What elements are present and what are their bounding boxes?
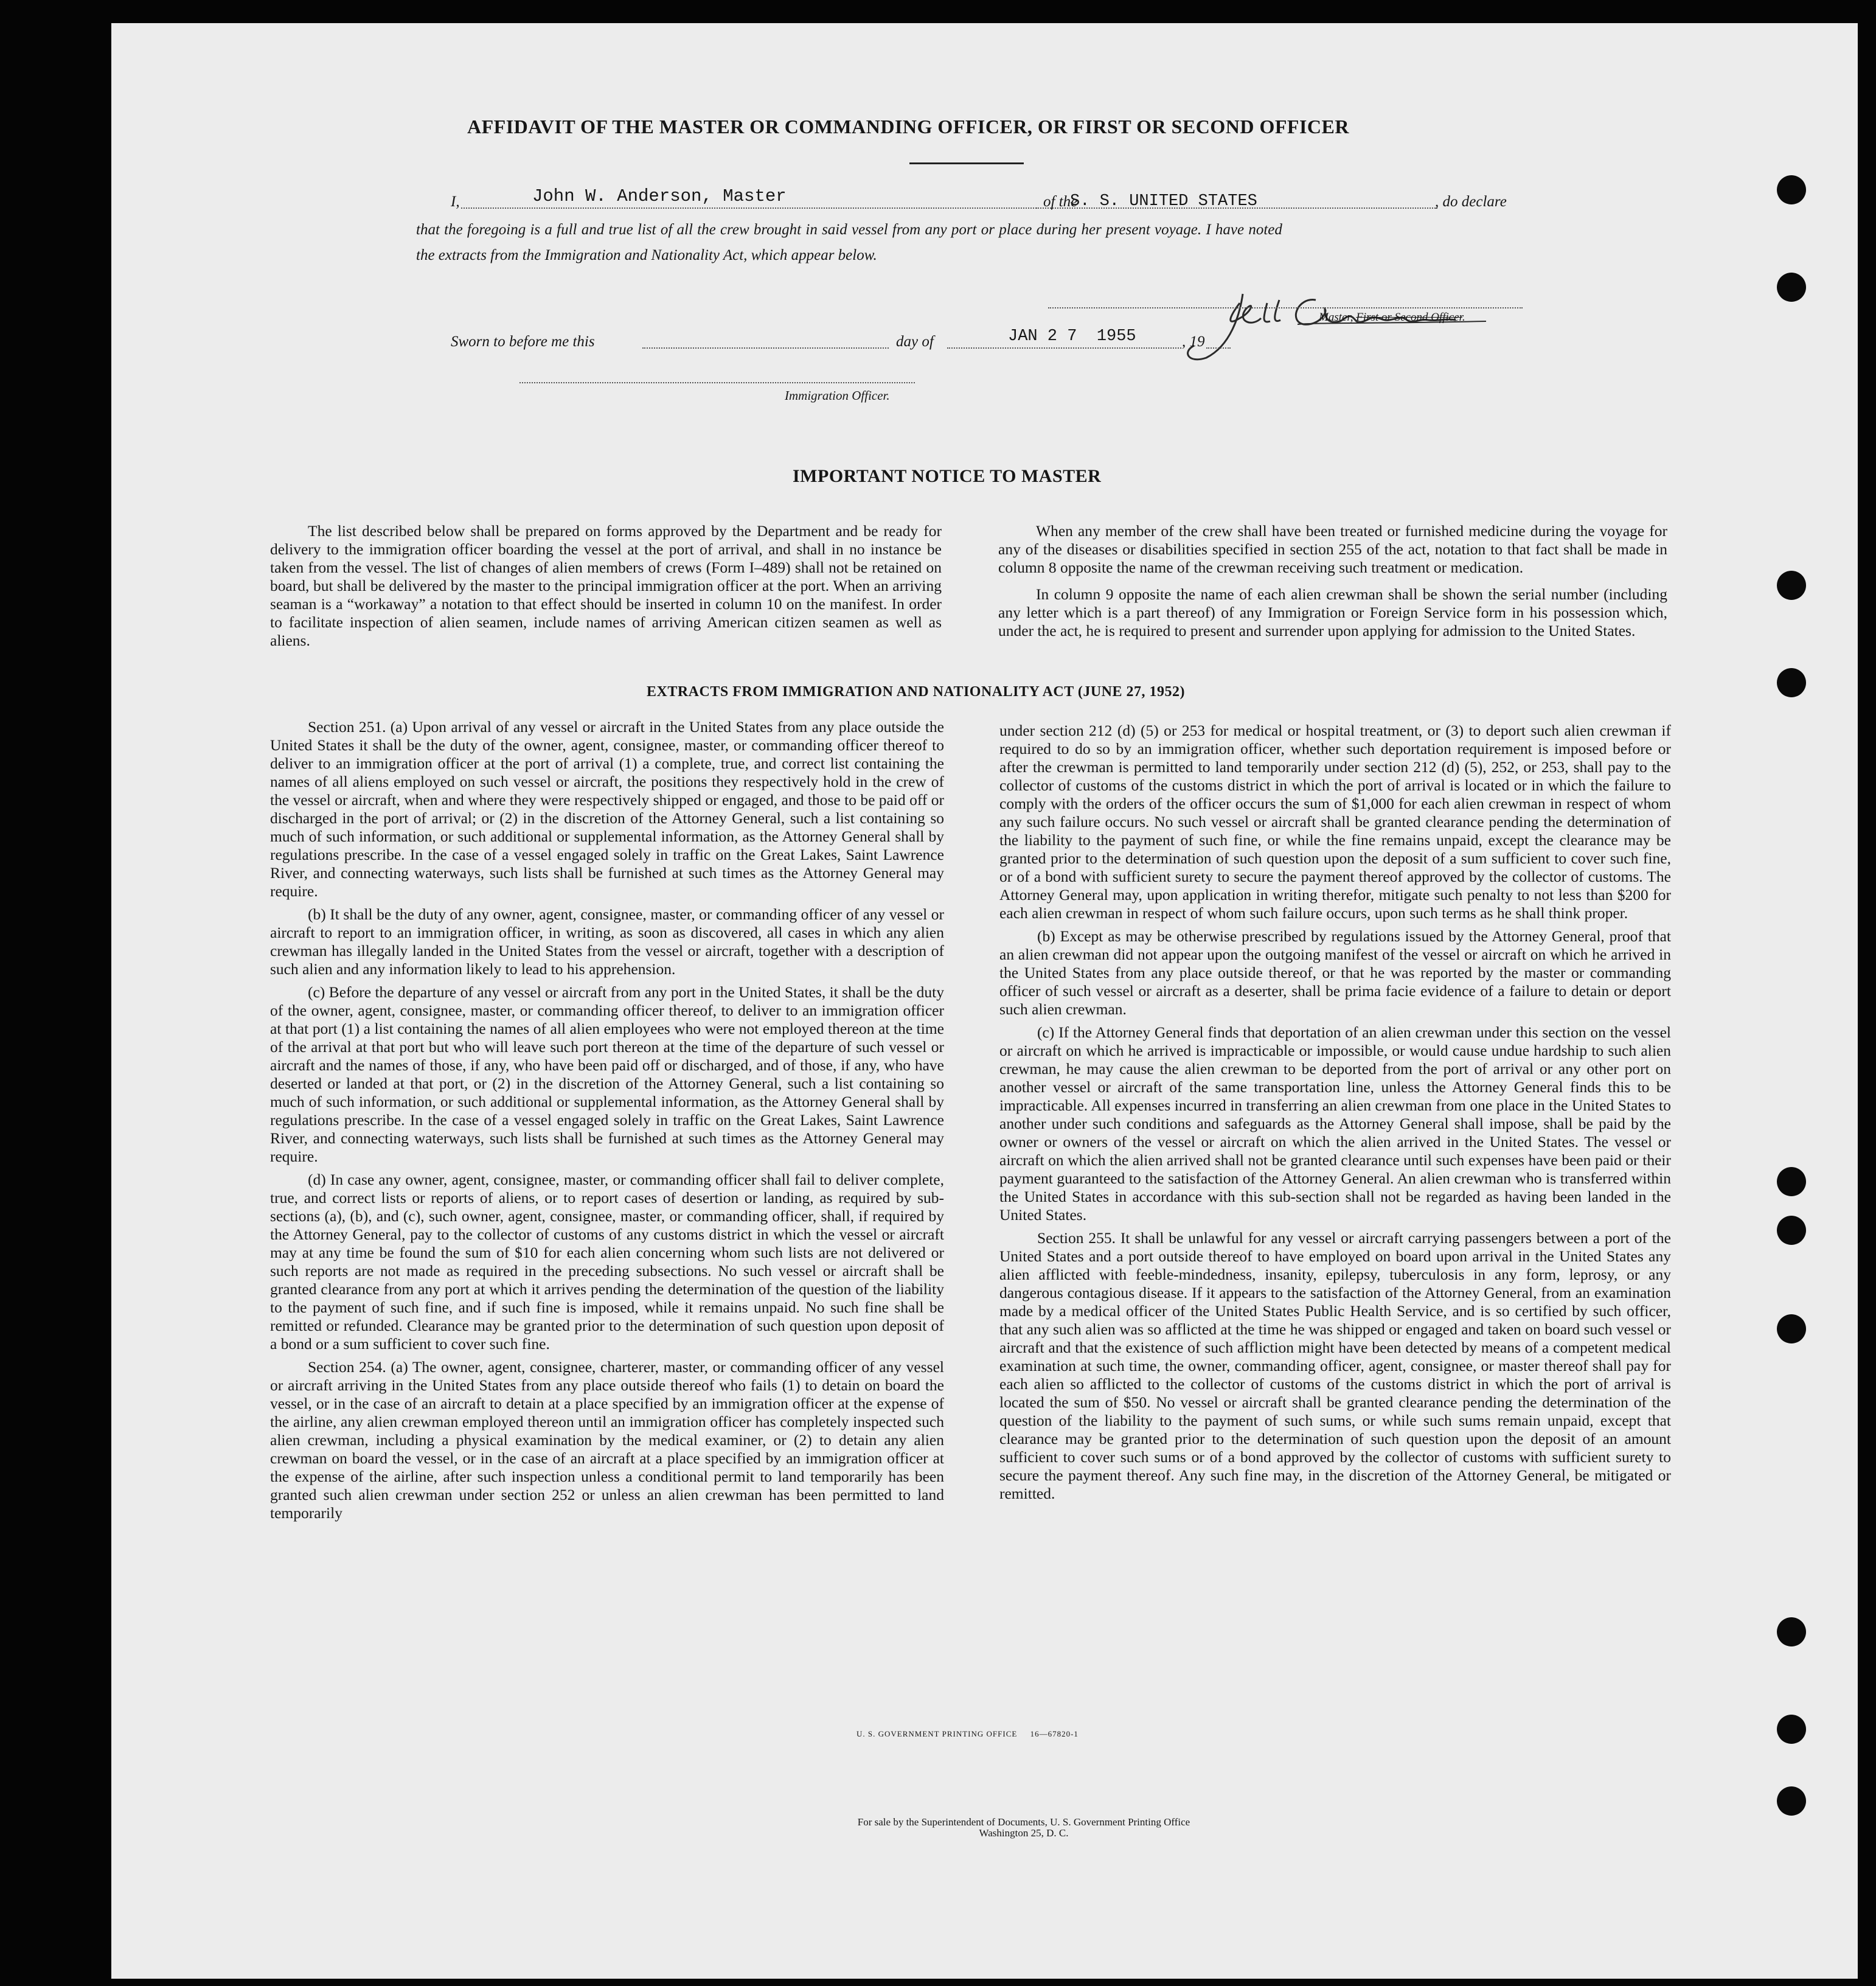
extracts-left-column <box>270 718 944 1527</box>
master-caption-a: Master, <box>1319 311 1357 324</box>
notice-right-paragraph-2: In column 9 opposite the name of each alien crewman shall be shown the serial number (including any letter which is a part thereof) of any Immigration or Foreign Service form in his possession which, under the act, he is required to present and surrender upon applying for admission to the United States. <box>998 585 1667 639</box>
extract-section-254b: (b) Except as may be otherwise prescribed by regulations issued by the Attorney General, proof that an alien crewman did not appear upon the outgoing manifest of the vessel or aircraft on which he arrived in the United States from any place outside thereof, or that he was reported by the master or commanding officer of such vessel or aircraft as a deserter, shall be prima facie evidence of a failure to detain or deport such alien crewman. <box>999 927 1671 1018</box>
extract-section-251b: (b) It shall be the duty of any owner, agent, consignee, master, or commanding officer of any vessel or aircraft to report to an immigration officer, in writing, as soon as discovered, all cases in which any alien crewman has illegally landed in the United States from the vessel or aircraft, together with a description of such alien and any information likely to lead to his apprehension. <box>270 905 944 978</box>
extract-section-251d: (d) In case any owner, agent, consignee, master, or commanding officer shall fail to deliver complete, true, and correct lists or reports of aliens, or to report cases of desertion or landing, as required by sub-sections (a), (b), and (c), such owner, agent, consignee, master, or commanding officer, shall, if required by the Attorney General, pay to the collector of customs of any customs district in which the vessel or aircraft may at any time be found the sum of $10 for each alien concerning whom such lists are not delivered or such reports are not made as required in the preceding subsections. No such vessel or aircraft shall be granted clearance from any port at which it arrives pending the determination of the question of the liability to the payment of such fine, and if such fine is imposed, while it remains unpaid. No such fine shall be remitted or refunded. Clearance may be granted prior to the determination of such question upon deposit of a bond or a sum sufficient to cover such fine. <box>270 1171 944 1353</box>
i-label: I, <box>451 193 460 210</box>
of-the-label: of the <box>1043 193 1078 210</box>
extract-section-251a: Section 251. (a) Upon arrival of any vessel or aircraft in the United States from any place outside the United States it shall be the duty of the owner, agent, consignee, master, or commanding officer thereof to deliver to an immigration officer at the port of arrival (1) a complete, true, and correct list containing the names of all aliens employed on such vessel or aircraft, the positions they respectively hold in the crew of the vessel or aircraft, when and where they were respectively shipped or engaged, and those to be paid off or discharged in the port of arrival; or (2) in the discretion of the Attorney General, such a list containing so much of such information, or such additional or supplemental information, as the Attorney General shall by regulations prescribe. In the case of a vessel engaged solely in traffic on the Great Lakes, Saint Lawrence River, and connecting waterways, such lists shall be furnished at such times as the Attorney General may require. <box>270 718 944 900</box>
year-line <box>1206 347 1231 349</box>
punch-hole <box>1777 273 1806 302</box>
extract-section-251c: (c) Before the departure of any vessel or aircraft from any port in the United States, it shall be the duty of the owner, agent, consignee, master, or commanding officer thereof, to deliver to an immigration officer at that port (1) a list containing the names of all alien employees who were not employed thereon at the time of the arrival at that port but who will leave such port thereon at the time of the departure of such vessel or aircraft and the names of those, if any, who have been paid off or discharged, and of those, if any, who have deserted or landed at that port, or (2) in the discretion of the Attorney General, such a list containing so much of such information, or such additional or supplemental information, as the Attorney General shall by regulations prescribe. In the case of a vessel engaged solely in traffic on the Great Lakes, Saint Lawrence River, and connecting waterways, such lists shall be furnished at such times as the Attorney General may require. <box>270 983 944 1165</box>
master-caption-b: First or Second Officer <box>1356 311 1462 324</box>
vessel-line <box>1036 207 1437 209</box>
document-page <box>111 23 1858 1979</box>
year-label: , 19 <box>1182 333 1205 350</box>
sale-line-1: For sale by the Superintendent of Documents, U. S. Government Printing Office <box>857 1816 1190 1828</box>
notice-left-column <box>270 522 942 655</box>
sale-line-2: Washington 25, D. C. <box>979 1827 1069 1839</box>
sworn-day-line <box>642 347 889 349</box>
declaration-line-1: that the foregoing is a full and true list of all the crew brought in said vessel from any port or place during her present voyage. I have noted <box>416 221 1282 238</box>
notice-title: IMPORTANT NOTICE TO MASTER <box>793 466 1102 486</box>
extract-section-254a-continued: under section 212 (d) (5) or 253 for medical or hospital treatment, or (3) to deport such alien crewman if required to do so by an immigration officer, whether such deportation requirement is imposed before or after the crewman is permitted to land temporarily under section 212 (d) (5), 252, or 253, shall pay to the collector of customs of the customs district in which the port of arrival is located or in which the failure to comply with the orders of the officer occurs the sum of $1,000 for each alien crewman in respect of whom any such failure occurs. No such vessel or aircraft shall be granted clearance pending the determination of the liability to the payment of such fine, or while the fine remains unpaid, except the clearance may be granted prior to the determination of such question upon the deposit of a sum sufficient to cover such fine, or of a bond with sufficient surety to secure the payment thereof approved by the collector of customs. The Attorney General may, upon application in writing therefor, mitigate such penalty to not less than $200 for each alien crewman in respect of whom such failure occurs, upon such terms as he shall think proper. <box>999 722 1671 922</box>
punch-hole <box>1777 1617 1806 1646</box>
punch-hole <box>1777 1314 1806 1343</box>
notice-right-paragraph-1: When any member of the crew shall have been treated or furnished medicine during the voyage for any of the diseases or disabilities specified in section 255 of the act, notation to that fact shall be made in column 8 opposite the name of the crewman receiving such treatment or medication. <box>998 522 1667 576</box>
punch-hole <box>1777 175 1806 204</box>
day-of-label: day of <box>896 333 934 350</box>
notice-right-column <box>998 522 1667 645</box>
extract-section-255: Section 255. It shall be unlawful for any vessel or aircraft carrying passengers between a port of the United States and a port outside thereof to have employed on board upon arrival in the United States any alien afflicted with feeble-mindedness, insanity, epilepsy, tuberculosis in any form, leprosy, or any dangerous contagious disease. If it appears to the satisfaction of the Attorney General, from an examination made by a medical officer of the United States Public Health Service, and is so certified by such officer, that any such alien was so afflicted at the time he was shipped or engaged and taken on board such vessel or aircraft and that the existence of such affliction might have been detected by means of a competent medical examination at such time, the owner, commanding officer, agent, consignee, or master thereof shall pay for each alien so afflicted to the collector of customs of the customs district in which the port of arrival is located the sum of $50. No vessel or aircraft shall be granted clearance pending the determination of the question of the liability to the payment of such sums, or while such sums remain unpaid, except that clearance may be granted prior to the determination of such question upon the deposit of an amount sufficient to cover such sums or of a bond approved by the collector of customs with sufficient surety to secure the payment thereof. Any such fine may, in the discretion of the Attorney General, be mitigated or remitted. <box>999 1229 1671 1502</box>
immigration-officer-line <box>519 382 915 383</box>
declaration-line-2: the extracts from the Immigration and Nationality Act, which appear below. <box>416 247 877 263</box>
sworn-label: Sworn to before me this <box>451 333 595 350</box>
printing-office-line: U. S. GOVERNMENT PRINTING OFFICE 16—67820-1 <box>856 1729 1079 1738</box>
title-underline <box>909 162 1024 164</box>
master-caption-c: . <box>1462 311 1465 324</box>
affidavit-title: AFFIDAVIT OF THE MASTER OR COMMANDING OFFICER, OR FIRST OR SECOND OFFICER <box>467 116 1349 138</box>
sale-notice <box>659 1817 1389 1839</box>
master-caption <box>1319 311 1465 324</box>
punch-hole <box>1777 571 1806 600</box>
extracts-right-column <box>999 722 1671 1508</box>
extracts-title: EXTRACTS FROM IMMIGRATION AND NATIONALITY ACT (JUNE 27, 1952) <box>647 684 1185 700</box>
extract-section-254c: (c) If the Attorney General finds that deportation of an alien crewman under this section on the vessel or aircraft on which he arrived is impracticable or impossible, or would cause undue hardship to such alien crewman, he may cause the alien crewman to be deported from the port of arrival or any other port on another vessel or aircraft of the same transportation line, unless the Attorney General finds this to be impracticable. All expenses incurred in transferring an alien crewman from one place in the United States to another under such conditions and safeguards as the Attorney General shall impose, shall be paid by the owner or owners of the vessel or aircraft on which the alien arrived in the United States. The vessel or aircraft on which the alien arrived shall not be granted clearance until such expenses have been paid or their payment guaranteed to the satisfaction of the Attorney General. An alien crewman who is transferred within the United States in accordance with this sub-section shall not be regarded as having been landed in the United States. <box>999 1023 1671 1224</box>
signature-line <box>1048 307 1523 308</box>
master-name: John W. Anderson, Master <box>532 186 787 206</box>
extract-section-254a: Section 254. (a) The owner, agent, consignee, charterer, master, or commanding officer of any vessel or aircraft arriving in the United States from any place outside thereof who fails (1) to detain on board the vessel, or in the case of an aircraft to detain at a place specified by an immigration officer at the expense of the airline, any alien crewman employed thereon until an immigration officer has completely inspected such alien crewman, including a physical examination by the medical examiner, or (2) to detain any alien crewman on board the vessel, or in the case of an aircraft at a place specified by an immigration officer at the expense of the airline, after such inspection unless a conditional permit to land temporarily has been granted such alien crewman under section 252 or unless an alien crewman has been permitted to land temporarily <box>270 1358 944 1522</box>
date-line <box>947 347 1181 349</box>
punch-hole <box>1777 1216 1806 1245</box>
date-stamp: JAN 2 7 1955 <box>1008 327 1136 346</box>
punch-hole <box>1777 1167 1806 1196</box>
punch-hole <box>1777 1715 1806 1744</box>
name-line <box>461 207 1039 209</box>
punch-hole <box>1777 1786 1806 1816</box>
vessel-name: S. S. UNITED STATES <box>1070 192 1257 211</box>
punch-hole <box>1777 668 1806 697</box>
notice-left-paragraph: The list described below shall be prepared on forms approved by the Department and be ready for delivery to the immigration officer boarding the vessel at the port of arrival, and shall in no instance be taken from the vessel. The list of changes of alien members of crews (Form I–489) shall not be retained on board, but shall be delivered by the master to the principal immigration officer at the port. When an arriving seaman is a “workaway” a notation to that effect should be inserted in column 10 on the manifest. In order to facilitate inspection of alien seamen, include names of arriving American citizen seamen as well as aliens. <box>270 522 942 649</box>
do-declare-label: , do declare <box>1435 193 1507 210</box>
immigration-officer-label: Immigration Officer. <box>785 388 890 403</box>
